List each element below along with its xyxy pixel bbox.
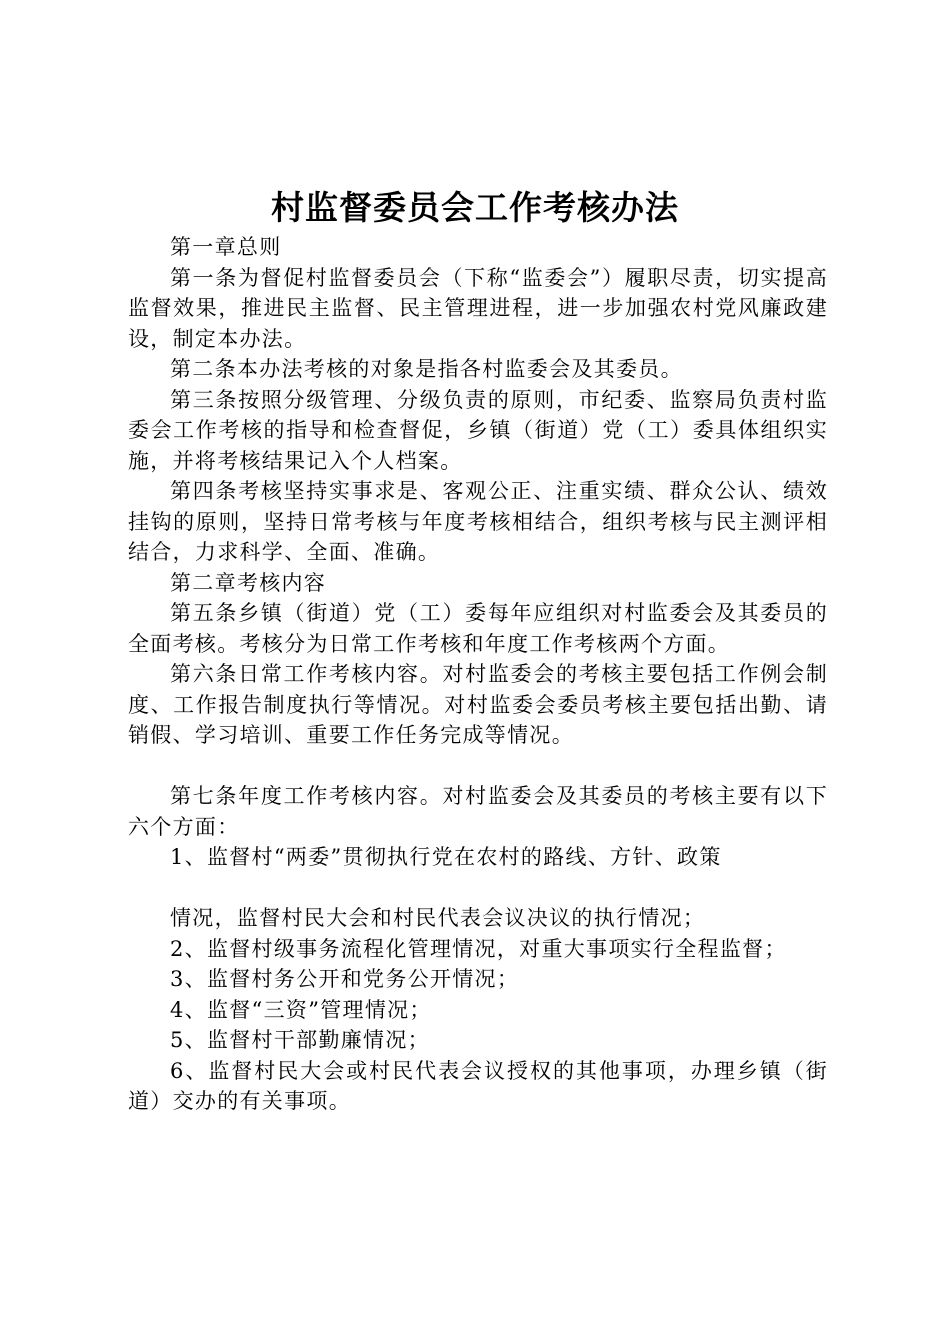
list-item: 6、监督村民大会或村民代表会议授权的其他事项，办理乡镇（街道）交办的有关事项。 — [128, 1058, 828, 1113]
article-paragraph: 第六条日常工作考核内容。对村监委会的考核主要包括工作例会制度、工作报告制度执行等情况。对村监委会委员考核主要包括出勤、请销假、学习培训、重要工作任务完成等情况。 — [128, 662, 828, 747]
list-item: 4、监督“三资”管理情况； — [170, 997, 432, 1022]
article-paragraph: 第一条为督促村监督委员会（下称“监委会”）履职尽责，切实提高监督效果，推进民主监督、民主管理进程，进一步加强农村党风廉政建设，制定本办法。 — [128, 265, 828, 351]
list-item-continuation: 情况，监督村民大会和村民代表会议决议的执行情况； — [170, 906, 706, 930]
article-paragraph: 第二条本办法考核的对象是指各村监委会及其委员。 — [170, 357, 683, 381]
article-paragraph: 第五条乡镇（街道）党（工）委每年应组织对村监委会及其委员的全面考核。考核分为日常工作考核和年度工作考核两个方面。 — [128, 601, 828, 656]
article-paragraph: 第四条考核坚持实事求是、客观公正、注重实绩、群众公认、绩效挂钩的原则，坚持日常考核与年度考核相结合，组织考核与民主测评相结合，力求科学、全面、准确。 — [128, 479, 828, 564]
list-item: 1、监督村“两委”贯彻执行党在农村的路线、方针、政策 — [170, 845, 722, 869]
chapter-heading: 第一章总则 — [170, 235, 282, 259]
list-item: 5、监督村干部勤廉情况； — [170, 1028, 430, 1052]
document-title: 村监督委员会工作考核办法 — [271, 188, 679, 227]
article-paragraph: 第三条按照分级管理、分级负责的原则，市纪委、监察局负责村监委会工作考核的指导和检查督促，乡镇（街道）党（工）委具体组织实施，并将考核结果记入个人档案。 — [128, 387, 828, 473]
chapter-heading: 第二章考核内容 — [170, 570, 327, 595]
list-item: 3、监督村务公开和党务公开情况； — [170, 967, 520, 991]
article-paragraph: 第七条年度工作考核内容。对村监委会及其委员的考核主要有以下六个方面： — [128, 784, 828, 839]
document-body — [128, 232, 828, 1117]
list-item: 2、监督村级事务流程化管理情况，对重大事项实行全程监督； — [170, 936, 787, 961]
